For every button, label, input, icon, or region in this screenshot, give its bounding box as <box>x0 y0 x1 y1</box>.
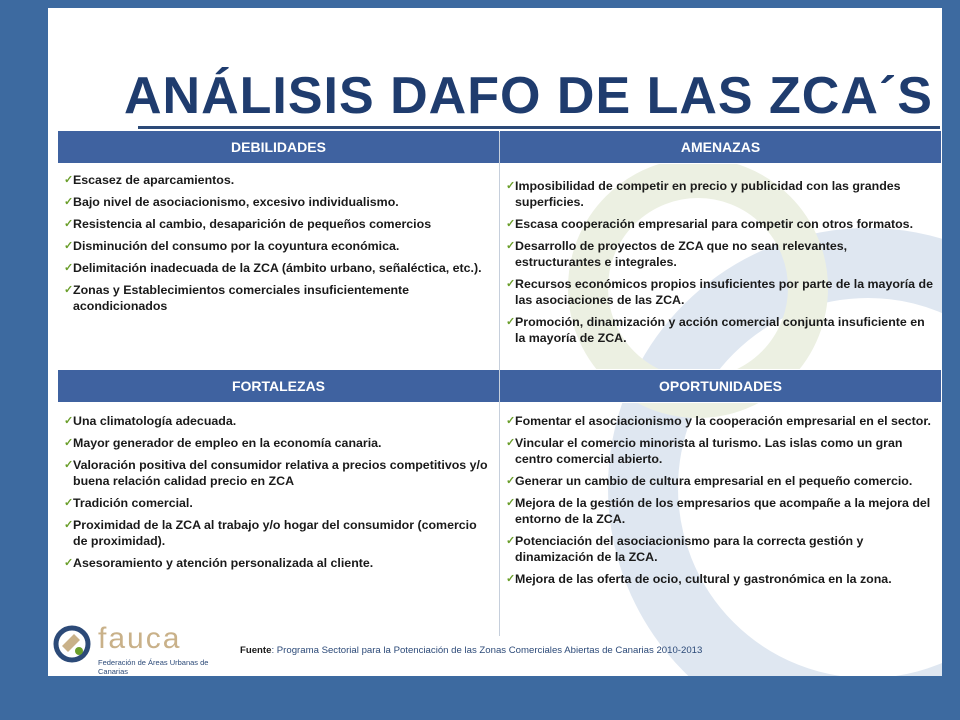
list-item: ✓ Valoración positiva del consumidor relativa a precios competitivos y/o buena relación calidad precio en ZCA <box>64 458 488 488</box>
list-item: ✓ Desarrollo de proyectos de ZCA que no sean relevantes, estructurantes e integrales. <box>506 239 848 269</box>
title-underline <box>138 126 940 129</box>
check-icon: ✓ <box>506 475 516 487</box>
check-icon: ✓ <box>64 240 74 252</box>
header-fortalezas: FORTALEZAS <box>57 369 500 403</box>
quadrant-debilidades <box>57 130 500 320</box>
page-title: ANÁLISIS DAFO DE LAS ZCA´S <box>124 67 933 125</box>
fauca-logo-icon <box>52 624 92 664</box>
check-icon: ✓ <box>64 174 74 186</box>
list-item: ✓ Promoción, dinamización y acción comercial conjunta insuficiente en la mayoría de ZCA. <box>506 315 925 345</box>
check-icon: ✓ <box>64 497 74 509</box>
logo-wordmark: fauca <box>98 622 182 655</box>
list-item: ✓ Resistencia al cambio, desaparición de pequeños comercios <box>64 217 432 231</box>
check-icon: ✓ <box>506 535 516 547</box>
list-amenazas <box>499 164 942 346</box>
list-item: ✓ Fomentar el asociacionismo y la cooperación empresarial en el sector. <box>506 414 931 428</box>
list-item: ✓ Escasez de aparcamientos. <box>64 173 235 187</box>
check-icon: ✓ <box>506 240 516 252</box>
quadrant-fortalezas <box>57 369 500 577</box>
list-item: ✓ Zonas y Establecimientos comerciales insuficientemente acondicionados <box>64 283 410 313</box>
list-debilidades <box>57 164 500 314</box>
list-item: ✓ Escasa cooperación empresarial para competir con otros formatos. <box>506 217 914 231</box>
check-icon: ✓ <box>506 180 516 192</box>
source-label: Fuente <box>240 645 272 656</box>
header-amenazas: AMENAZAS <box>499 130 942 164</box>
list-item: ✓ Mayor generador de empleo en la economía canaria. <box>64 436 382 450</box>
logo-subtitle: Federación de Áreas Urbanas de Canarias <box>98 658 209 676</box>
list-oportunidades <box>499 403 942 587</box>
check-icon: ✓ <box>64 284 74 296</box>
list-item: ✓ Asesoramiento y atención personalizada al cliente. <box>64 556 374 570</box>
check-icon: ✓ <box>506 573 516 585</box>
list-item: ✓ Mejora de la gestión de los empresarios que acompañe a la mejora del entorno de la ZCA. <box>506 496 931 526</box>
list-item: ✓ Disminución del consumo por la coyuntura económica. <box>64 239 400 253</box>
quadrant-divider <box>499 132 500 636</box>
list-item: ✓ Mejora de las oferta de ocio, cultural y gastronómica en la zona. <box>506 572 892 586</box>
list-item: ✓ Tradición comercial. <box>64 496 193 510</box>
check-icon: ✓ <box>64 437 74 449</box>
check-icon: ✓ <box>506 278 516 290</box>
list-item: ✓ Bajo nivel de asociacionismo, excesivo individualismo. <box>64 195 399 209</box>
check-icon: ✓ <box>506 415 516 427</box>
check-icon: ✓ <box>64 262 74 274</box>
check-icon: ✓ <box>64 415 74 427</box>
list-item: ✓ Delimitación inadecuada de la ZCA (ámbito urbano, señaléctica, etc.). <box>64 261 482 275</box>
fauca-logo <box>50 622 220 678</box>
frame-left <box>0 0 48 720</box>
quadrant-oportunidades <box>499 369 942 593</box>
frame-bottom <box>0 676 960 720</box>
header-oportunidades: OPORTUNIDADES <box>499 369 942 403</box>
list-item: ✓ Recursos económicos propios insuficientes por parte de la mayoría de las asociaciones de las ZCA. <box>506 277 933 307</box>
list-item: ✓ Una climatología adecuada. <box>64 414 237 428</box>
list-fortalezas <box>57 403 500 571</box>
list-item: ✓ Imposibilidad de competir en precio y publicidad con las grandes superficies. <box>506 179 901 209</box>
source-text: : Programa Sectorial para la Potenciación de las Zonas Comerciales Abiertas de Canarias 2010-2013 <box>271 645 703 656</box>
source-note <box>240 645 702 656</box>
check-icon: ✓ <box>506 497 516 509</box>
frame-top <box>0 0 960 8</box>
list-item: ✓ Potenciación del asociacionismo para la correcta gestión y dinamización de la ZCA. <box>506 534 864 564</box>
check-icon: ✓ <box>64 519 74 531</box>
list-item: ✓ Vincular el comercio minorista al turismo. Las islas como un gran centro comercial abierto. <box>506 436 903 466</box>
quadrant-amenazas <box>499 130 942 352</box>
check-icon: ✓ <box>64 459 74 471</box>
list-item: ✓ Proximidad de la ZCA al trabajo y/o hogar del consumidor (comercio de proximidad). <box>64 518 477 548</box>
check-icon: ✓ <box>506 218 516 230</box>
header-debilidades: DEBILIDADES <box>57 130 500 164</box>
list-item: ✓ Generar un cambio de cultura empresarial en el pequeño comercio. <box>506 474 913 488</box>
check-icon: ✓ <box>506 316 516 328</box>
frame-right <box>942 0 960 720</box>
check-icon: ✓ <box>64 196 74 208</box>
check-icon: ✓ <box>64 218 74 230</box>
check-icon: ✓ <box>506 437 516 449</box>
check-icon: ✓ <box>64 557 74 569</box>
